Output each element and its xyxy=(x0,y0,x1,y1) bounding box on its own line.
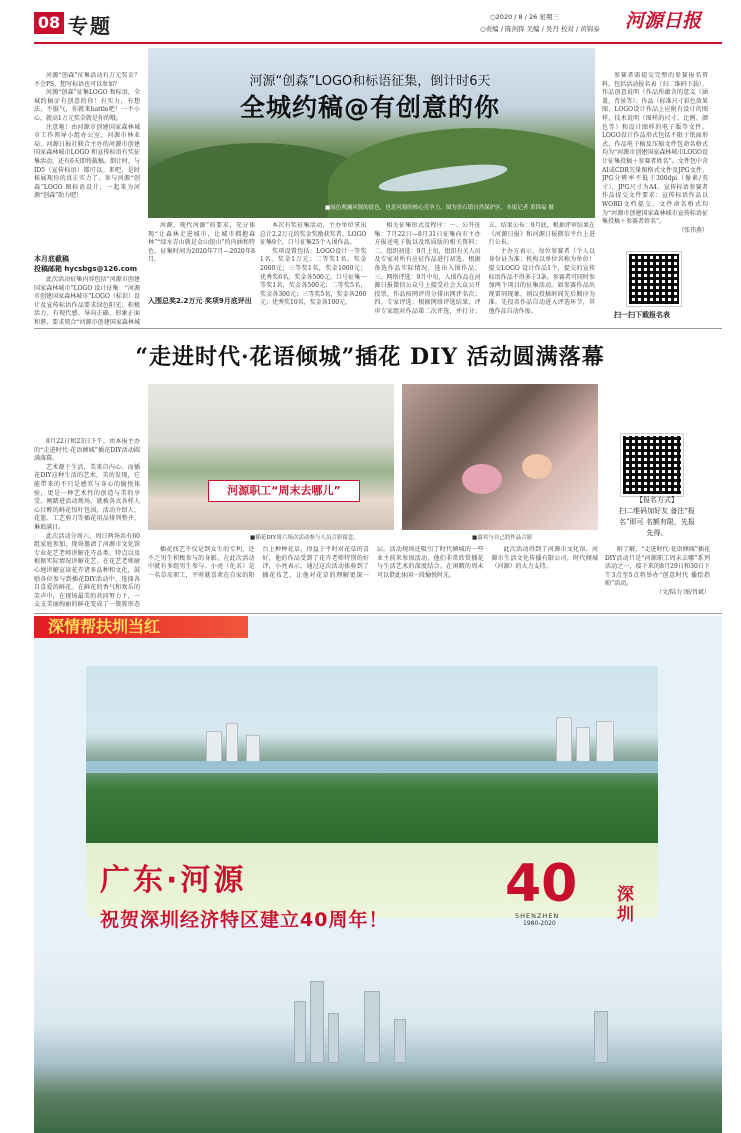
section-divider xyxy=(34,328,722,329)
guests-photo xyxy=(402,384,598,530)
mid-article-column-1 xyxy=(34,438,140,610)
header-rule xyxy=(34,42,722,44)
paragraph: 河源“创森”征集活动有万元奖金？不会PS，想写标语也可以参加？ xyxy=(34,72,140,88)
paragraph: 奖项设置包括：LOGO设计一等奖1名，奖金1万元；二等奖1名，奖金2000元；三等奖1名，奖金1000元；优秀奖6名，奖金各500元。口号征集一等奖1名，奖金各500元；二等奖5名，奖金各300元；三等奖5名，奖金各200元；优秀奖10名，奖金各100元。 xyxy=(260,247,367,307)
mid-article-column-right xyxy=(605,546,710,610)
byline: （张伟燕） xyxy=(677,226,708,234)
byline: （文/陆力 图/肖斌） xyxy=(656,588,710,596)
newspaper-logo: 河源日报 xyxy=(625,10,702,32)
section-title: 专题 xyxy=(68,14,112,38)
paragraph: 参赛者需提交完整的参赛报名资料，包括活动报名表（扫二维码下载）、作品创意说明（作品所蕴含的意义（涵盖、背景等）；作品（标准尺寸彩色效果图、LOGO设计作品上应附有设计的图样，技术说明（图样的尺寸、比例、颜色等）和设计图样的电子版等文件。LOGO设计作品形式包括不限于纸面形式、作品电子稿及压缩文件包命名格式均为“河源市创建国家森林城市LOGO设计征集投稿＋参赛者姓名”。文件包中含AI或CDR矢量图格式文件及JPG文件。JPG分辨率不低于300dpi（像素/英寸），JPG尺寸为A4。宣传标语参赛者作品提交文件要求：宣传标语作品以WORD文档提交，文件命名格式均为“河源市创建国家森林城市宣传标语征集投稿＋参赛者姓名”。 xyxy=(602,72,708,226)
top-article-column-1 xyxy=(34,72,140,250)
editor-credits: ○责编 / 陈剑挥 美编 / 吴丹 校对 / 黄锦泰 xyxy=(480,25,600,33)
mid-article-headline: “走进时代·花语倾城”插花 DIY 活动圆满落幕 xyxy=(135,344,605,370)
shenzhen-vertical-label: 深圳 xyxy=(617,885,634,925)
ad-ribbon: 深情帮扶圳当红 xyxy=(34,616,248,638)
paragraph: 插花找艺不仅是到女生的专利，还不乏男生积极参与的身影，在此次活动中就有多组男生参与。小亮（化名）是一名草皮职工，平时就喜欢在自家的阳台上种种花草，得益于平时对花草的喜好，他的作品受到了花卉老师特别的好评，小亮表示，通过这次活动体验到了插花技艺，让他对花草的理解更深一层。活动现场还吸引了时代倾城的一些业主前来参加活动，他们非常欣赏插花与生活艺术的深度结合。在闲暇的周末可以借此休闲一段愉悦时光。 xyxy=(148,546,484,579)
paragraph: 8月22日和23日下午，由本报主办的“走进时代·花语倾城”插花DIY活动圆满落幕。 xyxy=(34,438,140,463)
paragraph: 此次活动分周六、周日两场共有60组家庭参加，现场邀请了河源市文化馆专业花艺老师讲解花卉品类、特点以及根据实际情况讲解花艺。在花艺老师耐心地讲解宣读花卉诸多品种和文化，鼓励各位参与到插花DIY活动中，选择各自喜爱的鲜花。在鲜花的香气和欢乐的笑声中，在现场最美的共同努力下，一支支美丽绚丽的鲜花变成了一簇簇形态 xyxy=(34,532,140,609)
paragraph: 本次有奖征集活动，主办单位拿出总计2.2万元的奖金奖励获奖者。LOGO征集9个，口号征集25个入围作品。 xyxy=(260,222,367,247)
top-article-kicker: 河源“创森”LOGO和标语征集，倒计时6天 xyxy=(249,74,491,89)
dateline: ○2020 / 8 / 26 星期三 xyxy=(490,13,559,21)
prize-subheading: 入围总奖2.2万元 奖项9月底评出 xyxy=(148,297,252,305)
signup-label: 【报名方式】 xyxy=(636,496,678,504)
deadline-label: 本月底截稿 xyxy=(34,255,69,263)
paragraph: 艺术源于生活，美来自内心。而插花DIY这种生活的艺术，美的发现，它能带来的不只是感官与身心的愉悦体验，更是一种艺术性的创造与美的享受。刚踏进活动现场，就被各式各样人心目醉的鲜花惊叶包围，活动介绍人、花篮、工艺剪刀等插花用品排列整齐，琳琅满目。 xyxy=(34,463,140,531)
email-box xyxy=(34,254,140,274)
qr-caption: 扫一扫下载报名表 xyxy=(614,311,670,319)
qr-code-icon[interactable] xyxy=(627,252,681,306)
top-article-headline: 全城约稿@有创意的你 xyxy=(239,93,500,122)
mid-article-body xyxy=(148,546,598,610)
paragraph: 此次活动得到了河源市文化馆、河源市生活文化传播有限公司，时代倾城（河源）的大力支持。 xyxy=(491,546,598,571)
anniversary-badge xyxy=(505,854,605,928)
qr-code-icon[interactable] xyxy=(621,434,683,496)
paragraph: 河源，现代河源”的要求，充分体现“让森林走进城市，让城市拥抱森林”“绿水青山就是金山银山”的内涵和特色。征集时间为2020年7月—2020年8月。 xyxy=(148,222,255,264)
top-article-column-3 xyxy=(260,222,595,326)
top-article-column-1b xyxy=(34,276,140,326)
badge-city: SHENZHEN xyxy=(515,912,560,920)
paragraph: 附了解，“走进时代·花语倾城”插花DIY活动只是“河源职工周末去哪”系列活动之一，接下来的8月29日和30日下午3点至5点将举办“创意时代 播绘指帕”活动。 xyxy=(605,546,710,588)
column-text xyxy=(148,222,255,292)
ad-subtitle: 祝贺深圳经济特区建立40周年！ xyxy=(100,909,389,931)
ad-title: 广东·河源 xyxy=(100,863,247,898)
group-photo xyxy=(148,384,394,530)
heyuan-aerial-photo xyxy=(86,666,658,843)
signup-text: 扫二维码加好友 备注“报名”即可 名额有限，先报先得。 xyxy=(619,507,695,537)
shenzhen-skyline-photo xyxy=(34,950,722,1133)
top-article-column-right xyxy=(602,72,708,244)
paragraph: 注意啦！由河源市创建国家森林城市工作领导小组办公室、河源市林业局、河源日报社联合主办的河源市创建国家森林城市LOGO 和宣传标语有奖征集活动，还有6天即将截稿。倒计时，与ID5（宣传标语）都可以。来吧，是时候展现你的真正实力了。参与河源“创森”LOGO 图标语设计，一起来为河源“创森”助力吧！ xyxy=(34,123,140,200)
signup-info xyxy=(617,495,697,539)
submission-email[interactable]: 投稿邮箱 hycsbgs@126.com xyxy=(34,265,138,273)
top-article-column-2 xyxy=(148,222,255,326)
badge-years: 1980-2020 xyxy=(523,920,556,927)
paragraph: 此次活动征集内容包括“河源市创建国家森林城市”LOGO 设计征集：“河源市创建国家森林城市”LOGO（标识）设计及宣传标语作品要求绿色阳光、积极活力、有现代感、导向正确、形象正面和谐。要求契合“河源市创建国家森林城 xyxy=(34,276,140,326)
badge-number: 40 xyxy=(505,854,578,914)
photo-caption: ■插花DIY周六场次活动参与人员合影留念。 xyxy=(250,535,359,541)
paragraph: 河源“创森”征集LOGO 和标语，全城约稿＠有创意的你！有实力，有想法，不服气，你就来battle吧！一不小心，就高1万元奖金就是你的哦。 xyxy=(34,89,140,122)
page-number: 08 xyxy=(34,12,64,34)
paragraph: 相关征集形式及程序：一、公开征集：7月22日—8月31日征集向市主办方报送电子版以及纸质版的相关资料；二、组织初选：9月上旬，组织有关人员及专家对所有应征作品进行初选，根据备选作品实际情况，选出入围作品；三、网络评选：9月中旬，入围作品在河源日报微信公众号上接受社会大众公开投票，作品按网评得分排出网评名次；四、专家评选：根据网络评选结果，评审专家组对作品第二次评选，并打分；五、结果公布：9月底，根据评审结果在《河源日报》和河源日报微信平台上进行公布。 xyxy=(374,222,595,315)
photo-caption: ■嘉宾与自己的作品合影 xyxy=(472,535,533,541)
photo-caption: ■绿色观澜河源的底色，也是河源的核心竞争力。图为贵石镇自然保护区。本报记者 黄锦福 摄 xyxy=(325,205,554,211)
event-banner: 河源职工“周末去哪儿” xyxy=(208,480,360,502)
paragraph: 主办方表示，每位参赛者（个人以身份证为准；机构以单位名称为单位）提交LOGO 设计作品1个，提交的宣传标语作品不得多于3条。参赛者可同时参加两个项目的征集活动。如参赛作品出现雷同现象，则以投稿时间先后顺序为准。先投名作品自动进入评选环节，其他作品自动作废。 xyxy=(488,247,595,315)
section-divider xyxy=(34,613,722,614)
